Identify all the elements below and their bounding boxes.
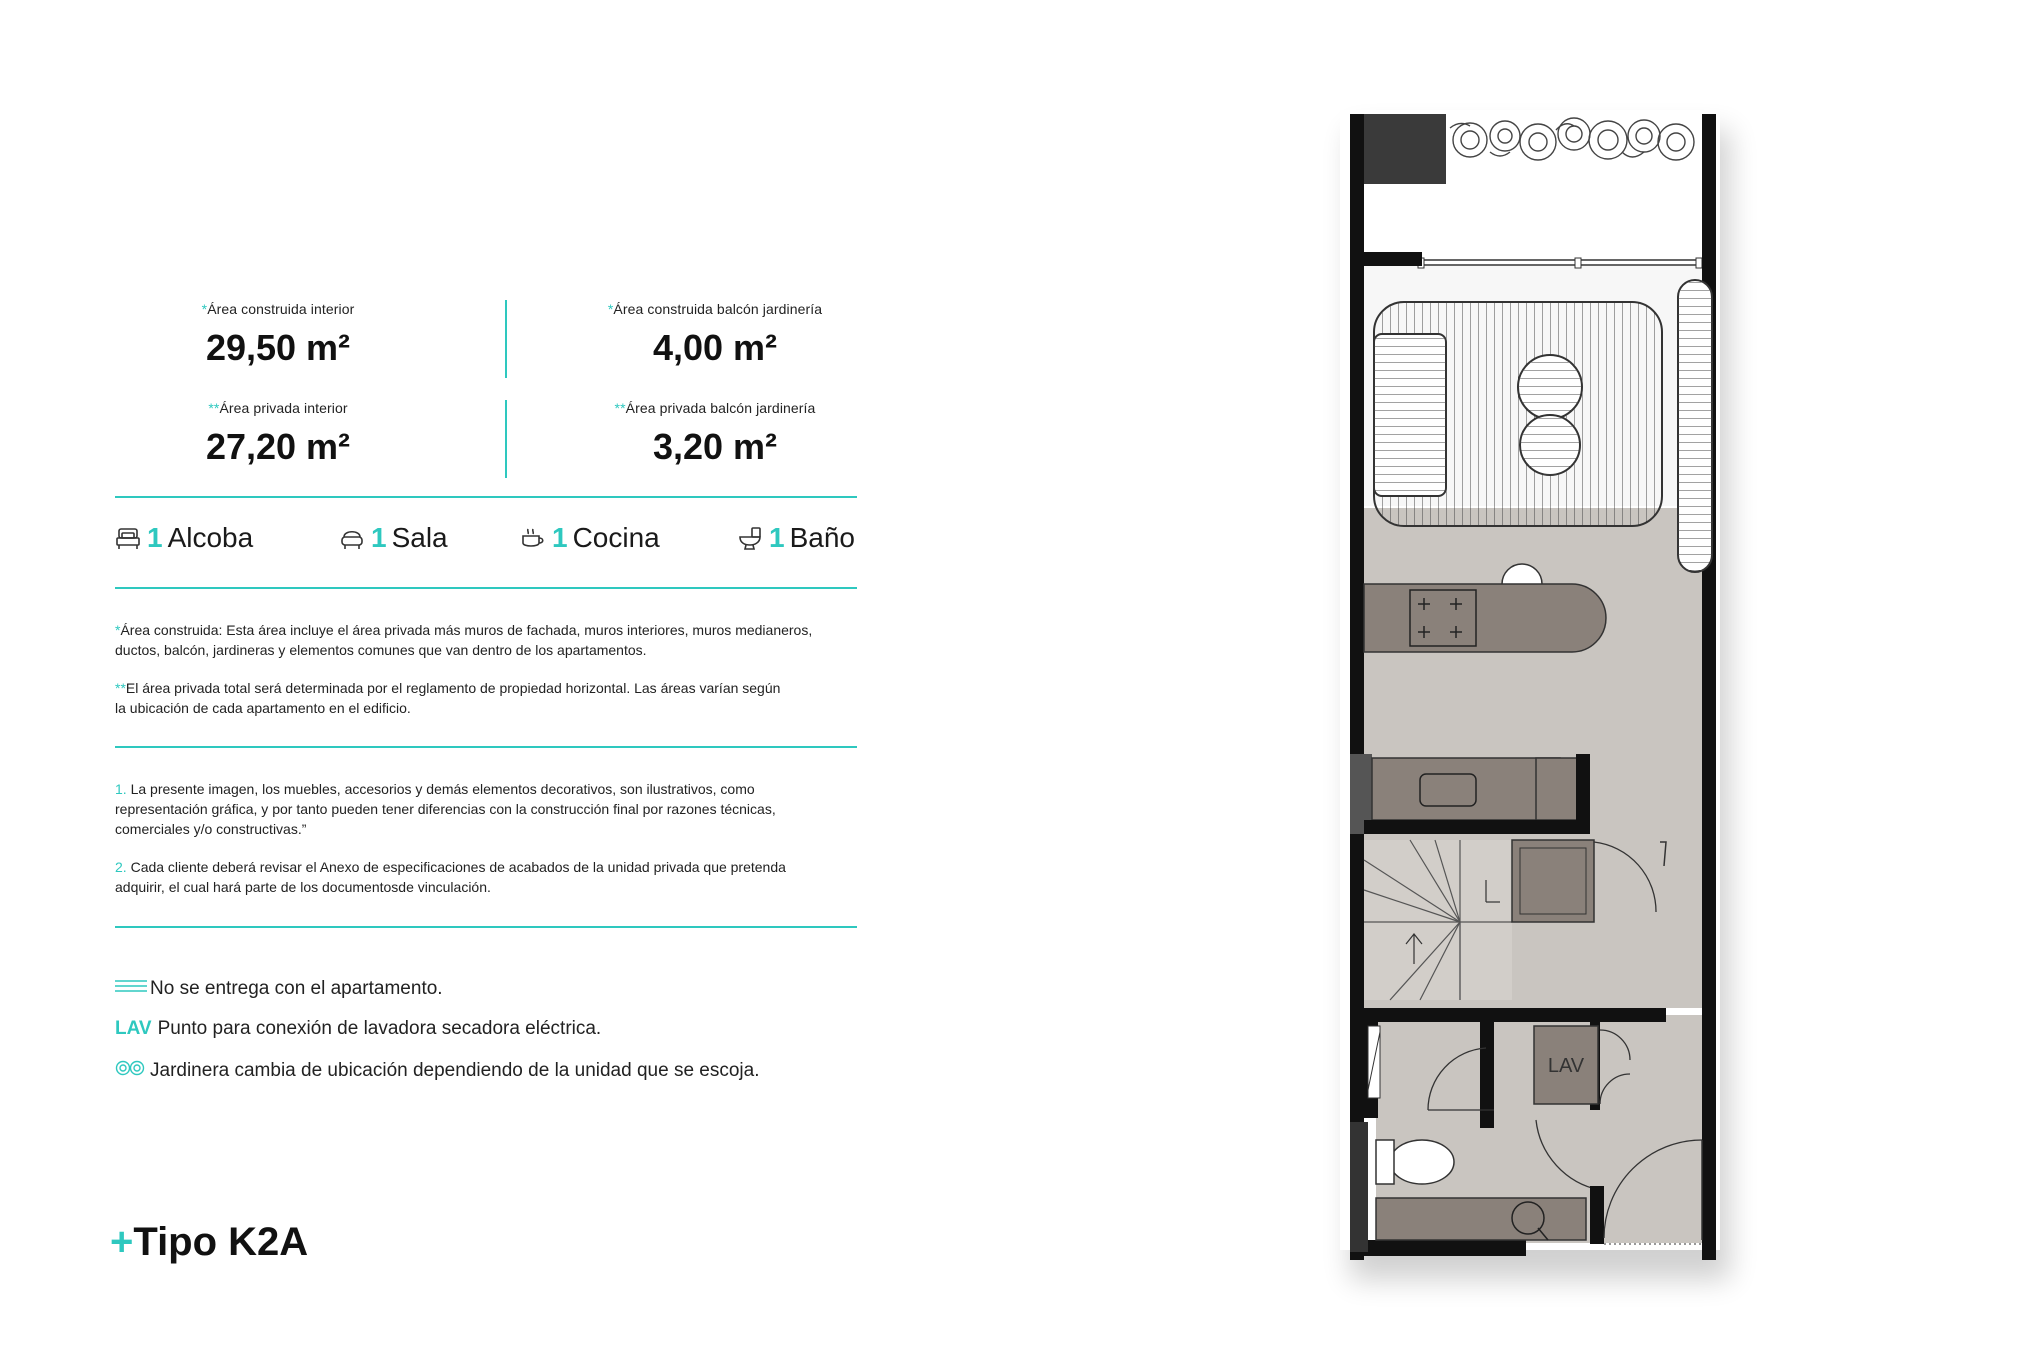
room-living: 1 Sala bbox=[339, 522, 448, 554]
balcony-column bbox=[1350, 114, 1446, 184]
hatch-lines-icon bbox=[115, 978, 147, 1000]
room-bedroom: 1 Alcoba bbox=[115, 522, 253, 554]
unit-type-title: +Tipo K2A bbox=[110, 1220, 309, 1264]
planter-icon bbox=[115, 1059, 147, 1083]
stat-divider bbox=[505, 300, 507, 378]
stat-label: Área privada interior bbox=[219, 400, 348, 416]
room-label: Cocina bbox=[572, 522, 660, 553]
stat-value: 29,50 m² bbox=[205, 327, 351, 368]
cooktop bbox=[1410, 590, 1476, 646]
legend-planter: Jardinera cambia de ubicación dependiendo de la unidad que se escoja. bbox=[115, 1059, 760, 1083]
stat-value: 27,20 m² bbox=[205, 426, 351, 467]
wall-kitchen-back bbox=[1364, 820, 1590, 834]
armchair-icon bbox=[339, 525, 365, 551]
stat-private-interior: **Área privada interior 27,20 m² bbox=[88, 400, 468, 468]
room-label: Sala bbox=[391, 522, 448, 553]
stat-label: Área privada balcón jardinería bbox=[625, 400, 816, 416]
stat-divider bbox=[505, 400, 507, 478]
wall-bottom bbox=[1350, 1240, 1526, 1256]
room-bathroom: 1 Baño bbox=[737, 522, 855, 554]
toilet bbox=[1390, 1140, 1454, 1184]
stat-label: Área construida interior bbox=[207, 301, 355, 317]
divider-line bbox=[115, 926, 857, 928]
divider-line bbox=[115, 496, 857, 498]
area-notes: *Área construida: Esta área incluye el área privada más muros de fachada, muros interiores, muros medianeros, ductos, balcón, jardineras y elementos comunes que van dentro de los apartamentos. **El área privada total será determinada por el reglamento de propiedad horizontal. Las áreas varían según la ubicación de cada apartamento en el edificio. bbox=[115, 622, 813, 716]
room-label: Alcoba bbox=[167, 522, 254, 553]
cup-icon bbox=[520, 525, 546, 551]
divider-line bbox=[115, 746, 857, 748]
room-label: Baño bbox=[789, 522, 855, 553]
kitchen-island bbox=[1364, 584, 1606, 652]
vanity bbox=[1376, 1198, 1586, 1240]
fridge bbox=[1536, 758, 1580, 820]
wall-left bbox=[1350, 114, 1364, 1260]
divider-line bbox=[115, 587, 857, 589]
stat-label: Área construida balcón jardinería bbox=[613, 301, 823, 317]
toilet-icon bbox=[737, 525, 763, 551]
stat-value: 4,00 m² bbox=[652, 327, 778, 368]
legend-lav: LAV Punto para conexión de lavadora secadora eléctrica. bbox=[115, 1018, 602, 1039]
lav-label: LAV bbox=[1547, 1055, 1585, 1077]
stat-value: 3,20 m² bbox=[652, 426, 778, 467]
floor-plan bbox=[1310, 90, 1770, 1310]
room-kitchen: 1 Cocina bbox=[520, 522, 660, 554]
lav-code: LAV bbox=[115, 1018, 152, 1039]
room-summary bbox=[115, 522, 860, 562]
stat-built-balcony: *Área construida balcón jardinería 4,00 m² bbox=[525, 301, 905, 369]
stat-private-balcony: **Área privada balcón jardinería 3,20 m² bbox=[525, 400, 905, 468]
kitchen-counter bbox=[1372, 758, 1560, 820]
washer-cabinet bbox=[1512, 840, 1594, 922]
stat-built-interior: *Área construida interior 29,50 m² bbox=[88, 301, 468, 369]
legend-hatch: No se entrega con el apartamento. bbox=[115, 978, 443, 1000]
bed-icon bbox=[115, 525, 141, 551]
wall-balcony bbox=[1350, 252, 1422, 266]
staircase bbox=[1364, 840, 1512, 1000]
disclaimers: 1. La presente imagen, los muebles, accesorios y demás elementos decorativos, son ilustrativos, como representación gráfica, y por tanto pueden tener diferencias con la construcción final por razones técnicas, comerciales y/o constructivas.” 2. Cada cliente deberá revisar el Anexo de especificaciones de acabados de la unidad privada que pretenda adquirir, el cual hará parte de los documentosde vinculación. bbox=[115, 781, 786, 895]
